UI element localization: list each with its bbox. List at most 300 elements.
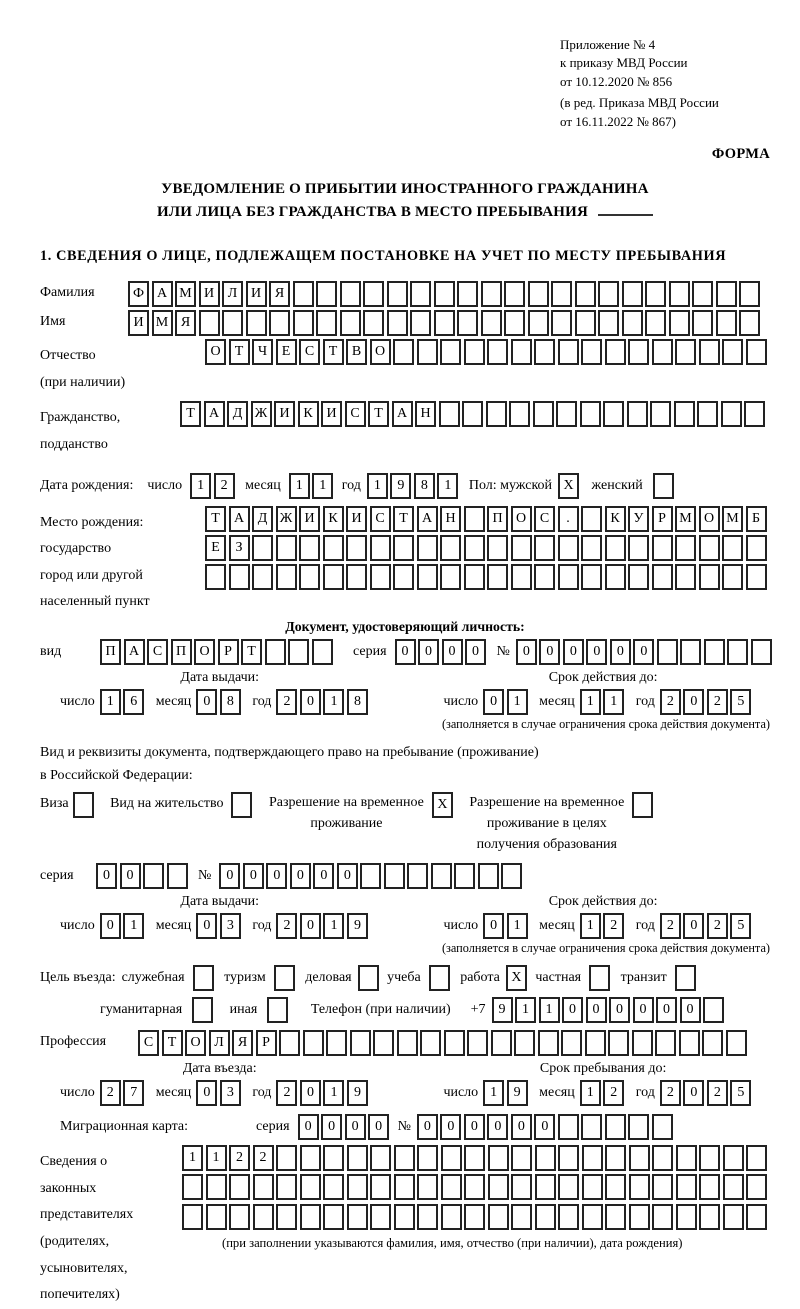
char-cell[interactable] [454, 863, 475, 889]
char-cell[interactable]: У [628, 506, 649, 532]
char-cell[interactable]: А [204, 401, 225, 427]
char-cell[interactable] [253, 1204, 274, 1230]
char-cell[interactable]: 3 [220, 1080, 241, 1106]
char-cell[interactable] [538, 1030, 559, 1056]
char-cell[interactable] [182, 1204, 203, 1230]
char-cell[interactable] [674, 401, 695, 427]
char-cell[interactable] [481, 310, 502, 336]
char-cell[interactable] [192, 997, 213, 1023]
char-cell[interactable] [199, 310, 220, 336]
char-cell[interactable]: 2 [276, 689, 297, 715]
char-cell[interactable]: 5 [730, 689, 751, 715]
char-cell[interactable]: Я [232, 1030, 253, 1056]
char-cell[interactable]: К [605, 506, 626, 532]
char-cell[interactable]: 1 [367, 473, 388, 499]
char-cell[interactable] [393, 564, 414, 590]
char-cell[interactable] [253, 1174, 274, 1200]
char-cell[interactable] [627, 401, 648, 427]
char-cell[interactable] [478, 863, 499, 889]
char-cell[interactable] [511, 1145, 532, 1171]
char-cell[interactable]: 5 [730, 913, 751, 939]
char-cell[interactable] [628, 339, 649, 365]
char-cell[interactable] [723, 1204, 744, 1230]
char-cell[interactable]: 1 [483, 1080, 504, 1106]
char-cell[interactable] [323, 535, 344, 561]
char-cell[interactable] [657, 639, 678, 665]
char-cell[interactable]: Н [440, 506, 461, 532]
char-cell[interactable]: 0 [563, 639, 584, 665]
char-cell[interactable] [167, 863, 188, 889]
char-cell[interactable]: 0 [321, 1114, 342, 1140]
char-cell[interactable] [293, 281, 314, 307]
char-cell[interactable] [669, 310, 690, 336]
char-cell[interactable]: 0 [300, 689, 321, 715]
char-cell[interactable]: 0 [368, 1114, 389, 1140]
char-cell[interactable]: И [274, 401, 295, 427]
char-cell[interactable]: 0 [266, 863, 287, 889]
char-cell[interactable] [702, 1030, 723, 1056]
char-cell[interactable] [722, 564, 743, 590]
char-cell[interactable] [723, 1174, 744, 1200]
char-cell[interactable] [746, 1174, 767, 1200]
char-cell[interactable] [370, 1145, 391, 1171]
char-cell[interactable] [441, 1204, 462, 1230]
char-cell[interactable]: Т [162, 1030, 183, 1056]
char-cell[interactable] [417, 1145, 438, 1171]
char-cell[interactable] [293, 310, 314, 336]
char-cell[interactable] [575, 310, 596, 336]
char-cell[interactable] [269, 310, 290, 336]
char-cell[interactable] [340, 310, 361, 336]
char-cell[interactable] [276, 1174, 297, 1200]
char-cell[interactable] [675, 965, 696, 991]
char-cell[interactable] [652, 564, 673, 590]
char-cell[interactable] [746, 564, 767, 590]
char-cell[interactable]: К [298, 401, 319, 427]
char-cell[interactable]: Я [269, 281, 290, 307]
char-cell[interactable] [420, 1030, 441, 1056]
char-cell[interactable] [370, 535, 391, 561]
char-cell[interactable] [229, 1204, 250, 1230]
char-cell[interactable]: Р [256, 1030, 277, 1056]
char-cell[interactable]: 8 [414, 473, 435, 499]
char-cell[interactable]: 1 [437, 473, 458, 499]
char-cell[interactable]: П [487, 506, 508, 532]
char-cell[interactable]: 0 [483, 689, 504, 715]
char-cell[interactable] [652, 1114, 673, 1140]
char-cell[interactable] [326, 1030, 347, 1056]
char-cell[interactable] [303, 1030, 324, 1056]
char-cell[interactable]: 2 [100, 1080, 121, 1106]
char-cell[interactable] [440, 339, 461, 365]
char-cell[interactable]: Ж [276, 506, 297, 532]
char-cell[interactable] [534, 564, 555, 590]
char-cell[interactable]: Ф [128, 281, 149, 307]
char-cell[interactable]: 7 [123, 1080, 144, 1106]
char-cell[interactable] [652, 1204, 673, 1230]
char-cell[interactable] [629, 1204, 650, 1230]
char-cell[interactable]: 0 [487, 1114, 508, 1140]
char-cell[interactable] [434, 310, 455, 336]
char-cell[interactable]: М [152, 310, 173, 336]
char-cell[interactable]: С [345, 401, 366, 427]
char-cell[interactable] [589, 965, 610, 991]
char-cell[interactable] [488, 1174, 509, 1200]
char-cell[interactable] [746, 535, 767, 561]
char-cell[interactable] [252, 535, 273, 561]
char-cell[interactable] [464, 1174, 485, 1200]
char-cell[interactable] [716, 281, 737, 307]
char-cell[interactable] [675, 339, 696, 365]
char-cell[interactable]: X [506, 965, 527, 991]
char-cell[interactable] [509, 401, 530, 427]
char-cell[interactable]: О [194, 639, 215, 665]
char-cell[interactable]: 8 [347, 689, 368, 715]
char-cell[interactable] [575, 281, 596, 307]
char-cell[interactable] [346, 564, 367, 590]
char-cell[interactable] [193, 965, 214, 991]
char-cell[interactable]: Т [229, 339, 250, 365]
char-cell[interactable]: X [558, 473, 579, 499]
char-cell[interactable]: З [229, 535, 250, 561]
char-cell[interactable] [417, 564, 438, 590]
char-cell[interactable]: 0 [196, 913, 217, 939]
char-cell[interactable] [645, 281, 666, 307]
char-cell[interactable] [580, 401, 601, 427]
char-cell[interactable]: 0 [219, 863, 240, 889]
char-cell[interactable] [206, 1174, 227, 1200]
char-cell[interactable] [73, 792, 94, 818]
char-cell[interactable] [703, 997, 724, 1023]
char-cell[interactable] [605, 1204, 626, 1230]
char-cell[interactable]: 0 [483, 913, 504, 939]
char-cell[interactable]: 2 [660, 689, 681, 715]
char-cell[interactable] [558, 535, 579, 561]
char-cell[interactable]: 0 [96, 863, 117, 889]
char-cell[interactable] [692, 281, 713, 307]
char-cell[interactable] [323, 1204, 344, 1230]
char-cell[interactable] [653, 473, 674, 499]
char-cell[interactable] [675, 564, 696, 590]
char-cell[interactable] [628, 564, 649, 590]
char-cell[interactable] [676, 1204, 697, 1230]
char-cell[interactable] [556, 401, 577, 427]
char-cell[interactable] [669, 281, 690, 307]
char-cell[interactable]: 1 [190, 473, 211, 499]
char-cell[interactable]: 0 [511, 1114, 532, 1140]
char-cell[interactable] [431, 863, 452, 889]
char-cell[interactable]: X [432, 792, 453, 818]
char-cell[interactable] [363, 281, 384, 307]
char-cell[interactable] [551, 310, 572, 336]
char-cell[interactable]: 0 [610, 639, 631, 665]
char-cell[interactable] [692, 310, 713, 336]
char-cell[interactable] [514, 1030, 535, 1056]
char-cell[interactable] [676, 1145, 697, 1171]
char-cell[interactable] [603, 401, 624, 427]
char-cell[interactable] [300, 1174, 321, 1200]
char-cell[interactable]: 1 [515, 997, 536, 1023]
char-cell[interactable] [628, 1114, 649, 1140]
char-cell[interactable] [726, 1030, 747, 1056]
char-cell[interactable]: 2 [707, 913, 728, 939]
char-cell[interactable] [629, 1145, 650, 1171]
char-cell[interactable] [274, 965, 295, 991]
char-cell[interactable] [535, 1174, 556, 1200]
char-cell[interactable]: 0 [290, 863, 311, 889]
char-cell[interactable] [605, 564, 626, 590]
char-cell[interactable] [558, 1204, 579, 1230]
char-cell[interactable] [143, 863, 164, 889]
char-cell[interactable] [534, 339, 555, 365]
char-cell[interactable]: 0 [298, 1114, 319, 1140]
char-cell[interactable] [629, 1174, 650, 1200]
char-cell[interactable]: М [722, 506, 743, 532]
char-cell[interactable] [744, 401, 765, 427]
char-cell[interactable] [410, 310, 431, 336]
char-cell[interactable]: 5 [730, 1080, 751, 1106]
char-cell[interactable]: С [534, 506, 555, 532]
char-cell[interactable] [585, 1030, 606, 1056]
char-cell[interactable]: А [229, 506, 250, 532]
char-cell[interactable] [265, 639, 286, 665]
char-cell[interactable]: 1 [100, 689, 121, 715]
char-cell[interactable] [363, 310, 384, 336]
char-cell[interactable] [581, 564, 602, 590]
char-cell[interactable]: 2 [214, 473, 235, 499]
char-cell[interactable]: О [205, 339, 226, 365]
char-cell[interactable] [491, 1030, 512, 1056]
char-cell[interactable]: 9 [492, 997, 513, 1023]
char-cell[interactable] [464, 506, 485, 532]
char-cell[interactable] [373, 1030, 394, 1056]
char-cell[interactable] [467, 1030, 488, 1056]
char-cell[interactable]: 0 [337, 863, 358, 889]
char-cell[interactable] [229, 1174, 250, 1200]
char-cell[interactable]: 0 [196, 689, 217, 715]
char-cell[interactable]: Т [241, 639, 262, 665]
char-cell[interactable]: 0 [656, 997, 677, 1023]
char-cell[interactable] [723, 1145, 744, 1171]
char-cell[interactable] [622, 310, 643, 336]
char-cell[interactable]: 0 [300, 913, 321, 939]
char-cell[interactable]: И [199, 281, 220, 307]
char-cell[interactable]: А [152, 281, 173, 307]
char-cell[interactable]: 0 [633, 997, 654, 1023]
char-cell[interactable]: 8 [220, 689, 241, 715]
char-cell[interactable]: 0 [300, 1080, 321, 1106]
char-cell[interactable] [487, 535, 508, 561]
char-cell[interactable] [558, 1114, 579, 1140]
char-cell[interactable] [699, 339, 720, 365]
char-cell[interactable] [699, 564, 720, 590]
char-cell[interactable] [486, 401, 507, 427]
char-cell[interactable] [464, 339, 485, 365]
char-cell[interactable]: 0 [345, 1114, 366, 1140]
char-cell[interactable]: 9 [507, 1080, 528, 1106]
char-cell[interactable] [581, 339, 602, 365]
char-cell[interactable] [370, 564, 391, 590]
char-cell[interactable] [393, 535, 414, 561]
char-cell[interactable] [511, 339, 532, 365]
char-cell[interactable] [716, 310, 737, 336]
char-cell[interactable] [439, 401, 460, 427]
char-cell[interactable]: 0 [516, 639, 537, 665]
char-cell[interactable] [535, 1145, 556, 1171]
char-cell[interactable]: А [392, 401, 413, 427]
char-cell[interactable]: Т [323, 339, 344, 365]
char-cell[interactable]: М [175, 281, 196, 307]
char-cell[interactable] [246, 310, 267, 336]
char-cell[interactable] [622, 281, 643, 307]
char-cell[interactable] [581, 535, 602, 561]
char-cell[interactable]: С [147, 639, 168, 665]
char-cell[interactable]: 1 [323, 689, 344, 715]
char-cell[interactable]: 0 [100, 913, 121, 939]
char-cell[interactable] [558, 1145, 579, 1171]
char-cell[interactable]: 9 [347, 913, 368, 939]
char-cell[interactable] [504, 310, 525, 336]
char-cell[interactable]: 1 [580, 1080, 601, 1106]
char-cell[interactable]: 3 [220, 913, 241, 939]
char-cell[interactable] [722, 535, 743, 561]
char-cell[interactable] [535, 1204, 556, 1230]
char-cell[interactable] [533, 401, 554, 427]
char-cell[interactable] [300, 1145, 321, 1171]
char-cell[interactable]: П [100, 639, 121, 665]
char-cell[interactable] [650, 401, 671, 427]
char-cell[interactable]: 2 [603, 913, 624, 939]
char-cell[interactable] [417, 339, 438, 365]
char-cell[interactable] [582, 1204, 603, 1230]
char-cell[interactable]: 1 [603, 689, 624, 715]
char-cell[interactable]: 1 [580, 689, 601, 715]
char-cell[interactable]: И [321, 401, 342, 427]
char-cell[interactable]: Ж [251, 401, 272, 427]
char-cell[interactable] [739, 281, 760, 307]
char-cell[interactable] [299, 535, 320, 561]
char-cell[interactable]: Т [180, 401, 201, 427]
char-cell[interactable] [558, 564, 579, 590]
char-cell[interactable] [598, 281, 619, 307]
char-cell[interactable] [464, 564, 485, 590]
char-cell[interactable] [721, 401, 742, 427]
char-cell[interactable]: 0 [196, 1080, 217, 1106]
char-cell[interactable]: 1 [507, 689, 528, 715]
char-cell[interactable]: 0 [120, 863, 141, 889]
char-cell[interactable]: 0 [680, 997, 701, 1023]
char-cell[interactable]: 1 [206, 1145, 227, 1171]
char-cell[interactable] [182, 1174, 203, 1200]
char-cell[interactable]: 1 [580, 913, 601, 939]
char-cell[interactable] [481, 281, 502, 307]
char-cell[interactable] [229, 564, 250, 590]
char-cell[interactable]: Т [205, 506, 226, 532]
char-cell[interactable]: С [138, 1030, 159, 1056]
char-cell[interactable]: 0 [440, 1114, 461, 1140]
char-cell[interactable] [511, 1204, 532, 1230]
char-cell[interactable] [487, 339, 508, 365]
char-cell[interactable] [417, 535, 438, 561]
char-cell[interactable]: Т [393, 506, 414, 532]
char-cell[interactable] [751, 639, 772, 665]
char-cell[interactable]: 2 [707, 689, 728, 715]
char-cell[interactable] [488, 1145, 509, 1171]
char-cell[interactable] [417, 1174, 438, 1200]
char-cell[interactable] [299, 564, 320, 590]
char-cell[interactable] [608, 1030, 629, 1056]
char-cell[interactable]: Ч [252, 339, 273, 365]
char-cell[interactable] [316, 310, 337, 336]
char-cell[interactable] [582, 1174, 603, 1200]
char-cell[interactable]: О [699, 506, 720, 532]
char-cell[interactable] [675, 535, 696, 561]
char-cell[interactable]: К [323, 506, 344, 532]
char-cell[interactable] [464, 1204, 485, 1230]
char-cell[interactable] [511, 564, 532, 590]
char-cell[interactable]: 0 [609, 997, 630, 1023]
char-cell[interactable] [528, 281, 549, 307]
char-cell[interactable]: 0 [539, 639, 560, 665]
char-cell[interactable] [697, 401, 718, 427]
char-cell[interactable] [605, 1174, 626, 1200]
char-cell[interactable]: В [346, 339, 367, 365]
char-cell[interactable]: 1 [507, 913, 528, 939]
char-cell[interactable] [746, 1204, 767, 1230]
char-cell[interactable] [276, 535, 297, 561]
char-cell[interactable]: 0 [534, 1114, 555, 1140]
char-cell[interactable] [561, 1030, 582, 1056]
char-cell[interactable] [511, 1174, 532, 1200]
char-cell[interactable]: О [370, 339, 391, 365]
char-cell[interactable] [558, 339, 579, 365]
char-cell[interactable] [501, 863, 522, 889]
char-cell[interactable] [645, 310, 666, 336]
char-cell[interactable]: 2 [276, 1080, 297, 1106]
char-cell[interactable] [387, 310, 408, 336]
char-cell[interactable]: С [370, 506, 391, 532]
char-cell[interactable] [410, 281, 431, 307]
char-cell[interactable] [727, 639, 748, 665]
char-cell[interactable]: 1 [323, 913, 344, 939]
char-cell[interactable]: 0 [313, 863, 334, 889]
char-cell[interactable] [528, 310, 549, 336]
char-cell[interactable] [488, 1204, 509, 1230]
char-cell[interactable] [387, 281, 408, 307]
char-cell[interactable] [704, 639, 725, 665]
char-cell[interactable] [746, 339, 767, 365]
char-cell[interactable]: Т [368, 401, 389, 427]
char-cell[interactable] [722, 339, 743, 365]
char-cell[interactable]: 0 [683, 913, 704, 939]
char-cell[interactable] [582, 1145, 603, 1171]
char-cell[interactable] [699, 1145, 720, 1171]
char-cell[interactable]: 2 [253, 1145, 274, 1171]
char-cell[interactable] [598, 310, 619, 336]
char-cell[interactable]: 0 [683, 1080, 704, 1106]
char-cell[interactable] [441, 1174, 462, 1200]
char-cell[interactable] [652, 1145, 673, 1171]
char-cell[interactable]: Я [175, 310, 196, 336]
char-cell[interactable]: 2 [276, 913, 297, 939]
char-cell[interactable] [323, 564, 344, 590]
char-cell[interactable] [676, 1174, 697, 1200]
char-cell[interactable] [441, 1145, 462, 1171]
char-cell[interactable] [605, 1145, 626, 1171]
char-cell[interactable] [511, 535, 532, 561]
char-cell[interactable]: 0 [417, 1114, 438, 1140]
char-cell[interactable]: 0 [586, 997, 607, 1023]
